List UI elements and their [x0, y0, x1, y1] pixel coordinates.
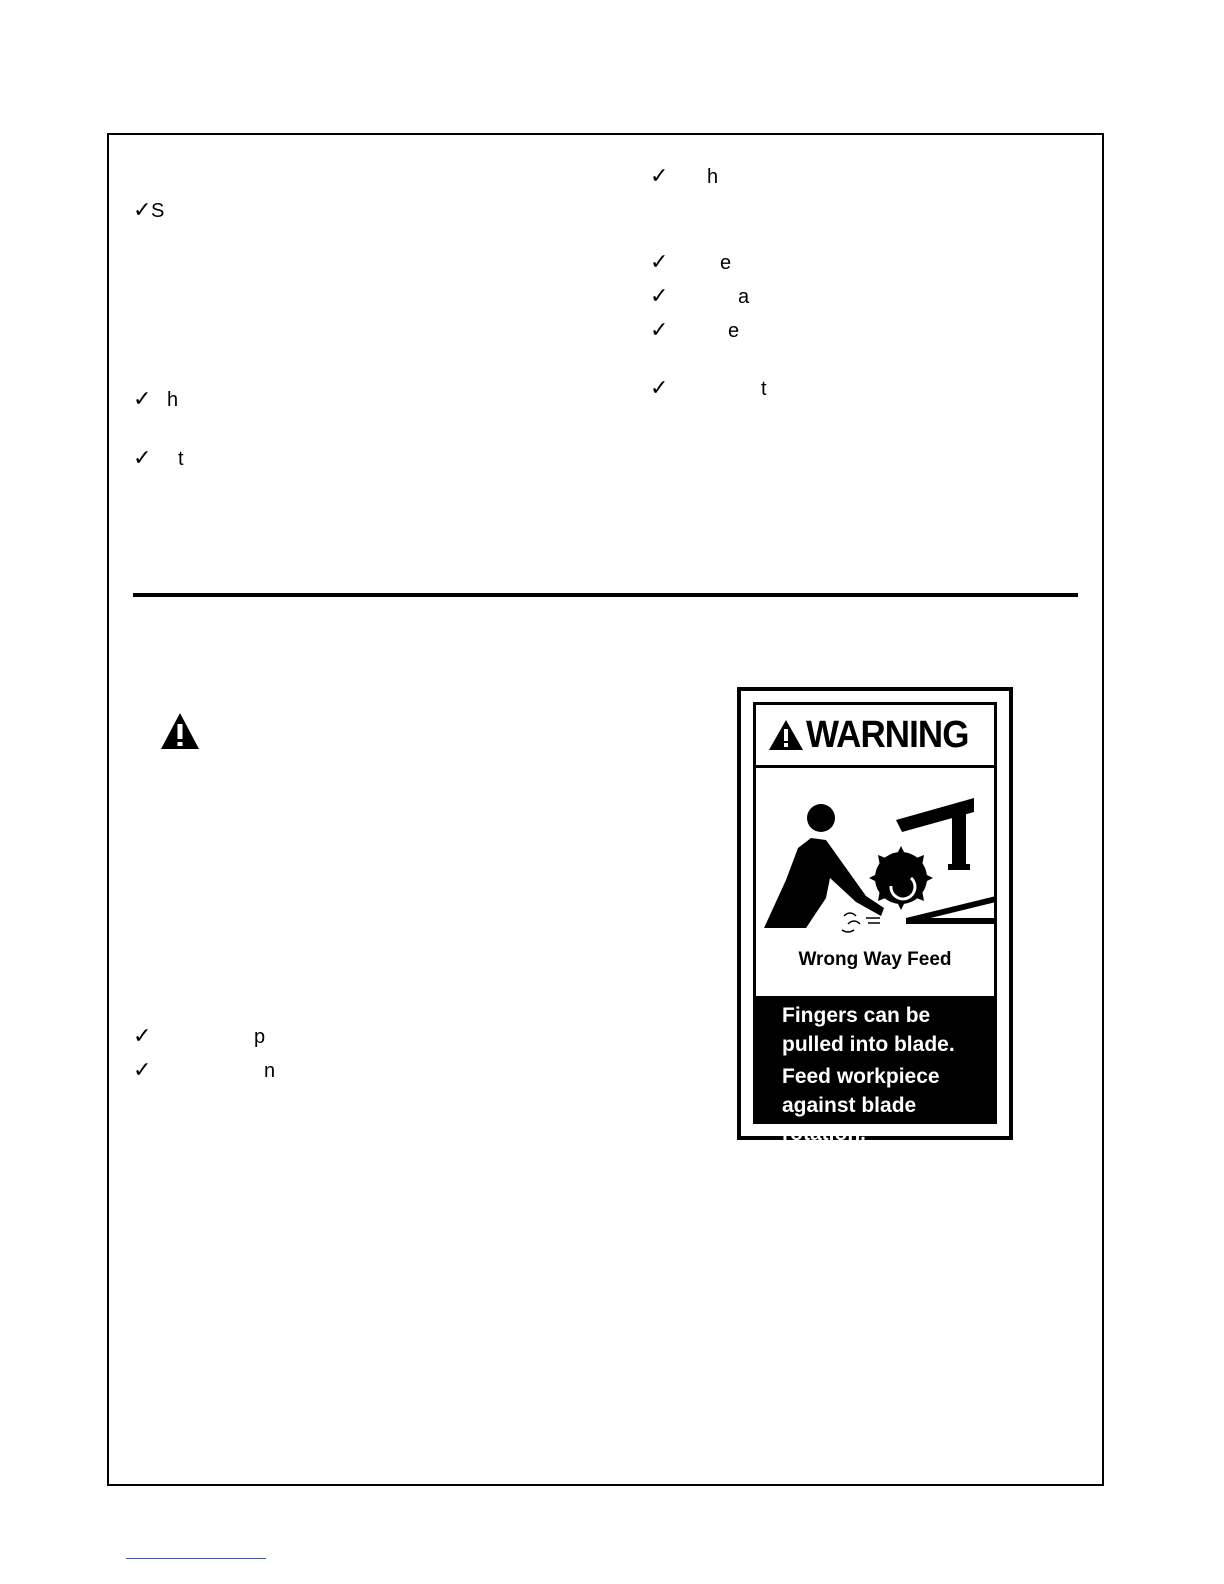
check-icon: ✓ — [650, 375, 669, 400]
warning-sign — [737, 687, 1013, 1145]
warning-sign-header — [756, 705, 994, 768]
warning-sign-inner — [753, 702, 997, 1145]
check-icon: ✓ — [133, 445, 152, 470]
right-check-item-3 — [650, 285, 749, 308]
warning-sign-message — [756, 996, 994, 1145]
lower-check-item-2 — [133, 1059, 275, 1082]
check-icon: ✓ — [650, 317, 669, 342]
right-check-item-4 — [650, 319, 739, 342]
check-icon: ✓ — [650, 283, 669, 308]
warning-triangle-icon — [160, 711, 200, 751]
warning-triangle-icon — [768, 719, 804, 751]
item-text: t — [761, 378, 767, 400]
item-text: e — [728, 320, 740, 342]
message-line: against blade — [782, 1093, 917, 1117]
item-text: a — [738, 286, 750, 308]
left-check-item-2 — [133, 388, 178, 411]
left-check-item-1 — [133, 199, 164, 222]
check-icon: ✓ — [133, 386, 152, 411]
check-icon: ✓ — [133, 1023, 152, 1048]
item-text: S — [151, 200, 165, 222]
item-text: p — [254, 1026, 266, 1048]
message-line: pulled into blade. — [782, 1032, 955, 1056]
right-check-item-2 — [650, 251, 731, 274]
footer-link-underline[interactable] — [126, 1558, 266, 1559]
item-text: t — [178, 448, 184, 470]
warning-sign-caption: Wrong Way Feed — [798, 949, 952, 970]
check-icon: ✓ — [650, 249, 669, 274]
message-line: Fingers can be — [782, 1004, 931, 1027]
right-check-item-5 — [650, 377, 767, 400]
lower-check-item-1 — [133, 1025, 265, 1048]
item-text: h — [167, 389, 179, 411]
left-check-item-3 — [133, 447, 184, 470]
right-check-item-1 — [650, 165, 718, 188]
message-line: Feed workpiece — [782, 1065, 940, 1088]
warning-sign-heading: WARNING — [805, 713, 969, 756]
check-icon: ✓ — [133, 1057, 152, 1082]
check-icon: ✓ — [650, 163, 669, 188]
item-text: n — [264, 1060, 276, 1082]
item-text: h — [707, 166, 719, 188]
message-line: rotation. — [782, 1122, 866, 1145]
check-icon: ✓ — [133, 197, 152, 222]
item-text: e — [720, 252, 732, 274]
section-divider — [133, 593, 1078, 597]
